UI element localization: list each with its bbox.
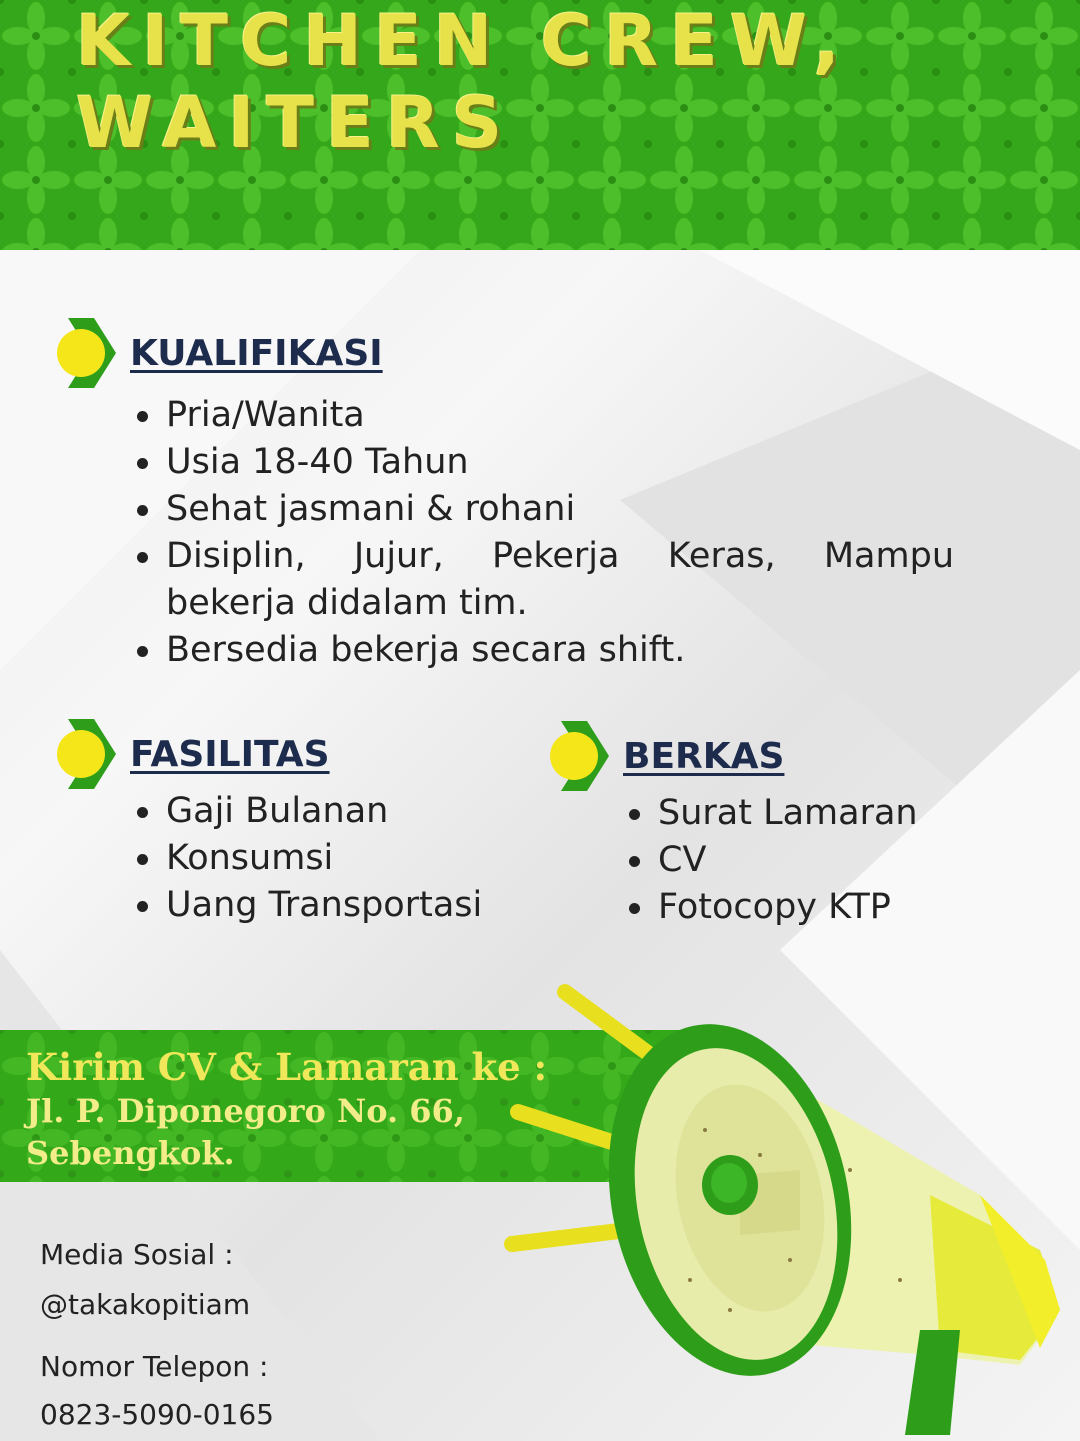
list-item: CV — [626, 837, 1046, 884]
list-item: Surat Lamaran — [626, 790, 1046, 837]
list-item: Gaji Bulanan — [134, 788, 554, 835]
title-line-1: KITCHEN CREW, — [76, 0, 852, 82]
apply-title: Kirim CV & Lamaran ke : — [26, 1045, 548, 1089]
yellow-dot-chevron-icon — [54, 717, 118, 791]
title-line-2: WAITERS — [76, 82, 515, 164]
job-title — [76, 0, 852, 164]
list-item-continuation: bekerja didalam tim. — [166, 583, 528, 623]
apply-info — [26, 1044, 547, 1174]
kualifikasi-header — [54, 316, 383, 390]
fasilitas-list — [134, 788, 554, 929]
address-line-1: Jl. P. Diponegoro No. 66, — [26, 1092, 465, 1130]
list-item: Konsumsi — [134, 835, 554, 882]
list-item: Sehat jasmani & rohani — [134, 486, 954, 533]
yellow-dot-chevron-icon — [547, 719, 611, 793]
social-handle: @takakopitiam — [40, 1288, 251, 1321]
list-item: Disiplin, Jujur, Pekerja Keras, Mampu — [134, 533, 954, 580]
megaphone-icon — [500, 980, 1070, 1435]
list-item: Usia 18-40 Tahun — [134, 439, 954, 486]
phone-label: Nomor Telepon : — [40, 1350, 269, 1383]
list-item: Fotocopy KTP — [626, 884, 1046, 931]
kualifikasi-list — [134, 392, 954, 674]
berkas-list — [626, 790, 1046, 931]
list-item: Bersedia bekerja secara shift. — [134, 627, 954, 674]
berkas-heading: BERKAS — [623, 735, 785, 777]
list-item: Uang Transportasi — [134, 882, 554, 929]
berkas-header — [547, 719, 784, 793]
phone-number: 0823-5090-0165 — [40, 1398, 274, 1431]
fasilitas-heading: FASILITAS — [130, 733, 330, 775]
list-item: Pria/Wanita — [134, 392, 954, 439]
address-line-2: Sebengkok. — [26, 1134, 235, 1172]
fasilitas-header — [54, 717, 330, 791]
header-banner — [0, 0, 1080, 250]
kualifikasi-heading: KUALIFIKASI — [130, 332, 383, 374]
social-label: Media Sosial : — [40, 1238, 234, 1271]
yellow-dot-chevron-icon — [54, 316, 118, 390]
